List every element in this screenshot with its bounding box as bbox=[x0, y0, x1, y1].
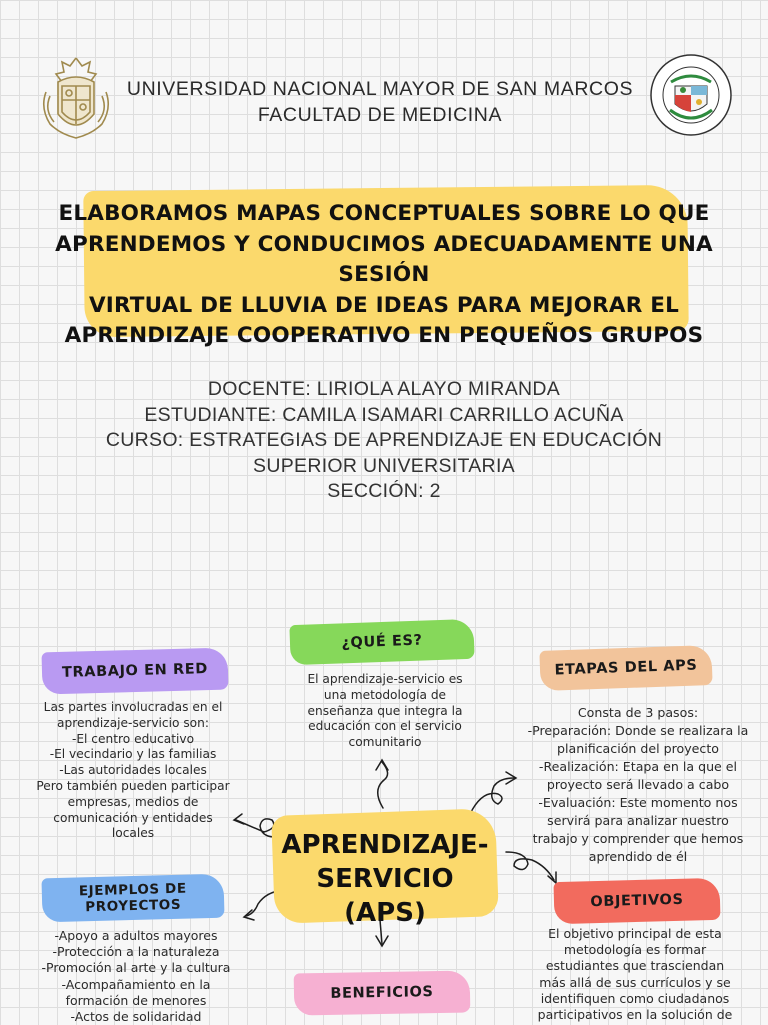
objetivos-label: OBJETIVOS bbox=[590, 891, 684, 911]
text-line: servirá para analizar nuestro bbox=[547, 813, 729, 828]
text-line: -Las autoridades locales bbox=[59, 763, 207, 778]
text-line: participativos en la solución de bbox=[537, 1007, 733, 1023]
que-es-text bbox=[280, 672, 490, 751]
text-line: aprendido de él bbox=[588, 849, 688, 864]
text-line: -Actos de solidaridad bbox=[70, 1009, 202, 1025]
central-line: SERVICIO (APS) bbox=[316, 864, 454, 928]
text-line: una metodología de bbox=[323, 687, 447, 702]
trabajo-en-red-label: TRABAJO EN RED bbox=[61, 661, 209, 681]
text-line: -Realización: Etapa en la que el bbox=[538, 759, 738, 774]
faculty-name: FACULTAD DE MEDICINA bbox=[257, 104, 503, 126]
text-line: Consta de 3 pasos: bbox=[577, 705, 699, 720]
que-es-tag bbox=[289, 619, 474, 665]
title-line: ELABORAMOS MAPAS CONCEPTUALES SOBRE LO QUE bbox=[58, 201, 710, 226]
central-topic bbox=[273, 828, 497, 930]
etapas-tag bbox=[539, 645, 712, 691]
text-line: comunicación y entidades bbox=[53, 810, 213, 825]
text-line: Las partes involucradas en el bbox=[43, 700, 223, 714]
text-line: estudiantes que trasciendan bbox=[545, 958, 725, 974]
text-line: -Apoyo a adultos mayores bbox=[54, 928, 218, 943]
etapas-text bbox=[512, 704, 764, 866]
ejemplos-label-2: PROYECTOS bbox=[85, 896, 182, 916]
objetivos-text bbox=[532, 926, 738, 1023]
text-line: metodología es formar bbox=[563, 942, 707, 958]
text-line: El aprendizaje-servicio es bbox=[307, 672, 463, 686]
course-line-2: SUPERIOR UNIVERSITARIA bbox=[253, 454, 515, 477]
text-line: -Promoción al arte y la cultura bbox=[41, 960, 231, 976]
title-line: VIRTUAL DE LLUVIA DE IDEAS PARA MEJORAR EL bbox=[88, 292, 680, 318]
text-line: -El vecindario y las familias bbox=[49, 747, 217, 762]
text-line: comunitario bbox=[348, 735, 422, 750]
text-line: planificación del proyecto bbox=[557, 741, 719, 756]
text-line: más allá de sus currículos y se bbox=[539, 974, 731, 990]
trabajo-en-red-tag bbox=[41, 648, 228, 695]
text-line: educación con el servicio bbox=[308, 719, 462, 734]
text-line: identifiquen como ciudadanos bbox=[540, 990, 730, 1006]
text-line: -Preparación: Donde se realizara la bbox=[527, 723, 749, 738]
title-line: APRENDEMOS Y CONDUCIMOS ADECUADAMENTE UNA SESIÓN bbox=[55, 231, 713, 287]
objetivos-tag bbox=[553, 878, 720, 924]
text-line: formación de menores bbox=[65, 992, 207, 1008]
que-es-label: ¿QUÉ ES? bbox=[341, 632, 423, 652]
university-name: UNIVERSIDAD NACIONAL MAYOR DE SAN MARCOS bbox=[126, 78, 634, 100]
course-line-1: CURSO: ESTRATEGIAS DE APRENDIZAJE EN EDUCACIÓN bbox=[105, 429, 663, 452]
text-line: enseñanza que integra la bbox=[307, 703, 463, 718]
text-line: -Protección a la naturaleza bbox=[52, 944, 220, 960]
text-line: El objetivo principal de esta bbox=[548, 926, 722, 941]
text-line: Pero también pueden participar bbox=[36, 778, 230, 793]
teacher: DOCENTE: LIRIOLA ALAYO MIRANDA bbox=[207, 378, 561, 400]
text-line: aprendizaje-servicio son: bbox=[57, 715, 209, 730]
title-line: APRENDIZAJE COOPERATIVO EN PEQUEÑOS GRUPOS bbox=[64, 323, 704, 348]
beneficios-tag bbox=[294, 970, 471, 1015]
ejemplos-tag bbox=[41, 874, 224, 923]
beneficios-label: BENEFICIOS bbox=[330, 984, 434, 1002]
text-line: proyecto será llevado a cabo bbox=[546, 777, 730, 792]
ejemplos-label-1: EJEMPLOS DE bbox=[78, 880, 187, 900]
section: SECCIÓN: 2 bbox=[327, 480, 441, 503]
central-line: APRENDIZAJE- bbox=[281, 830, 489, 860]
etapas-label: ETAPAS DEL APS bbox=[554, 657, 698, 679]
ejemplos-text bbox=[26, 928, 246, 1025]
text-line: trabajo y comprender que hemos bbox=[532, 831, 744, 846]
trabajo-en-red-text bbox=[14, 700, 252, 842]
text-line: -Evaluación: Este momento nos bbox=[538, 795, 738, 810]
text-line: locales bbox=[111, 826, 155, 841]
arrow-up bbox=[378, 762, 388, 808]
text-line: -El centro educativo bbox=[71, 731, 195, 746]
student: ESTUDIANTE: CAMILA ISAMARI CARRILLO ACUÑA bbox=[144, 403, 624, 426]
text-line: -Acompañamiento en la bbox=[61, 976, 211, 992]
text-line: empresas, medios de bbox=[67, 794, 199, 809]
